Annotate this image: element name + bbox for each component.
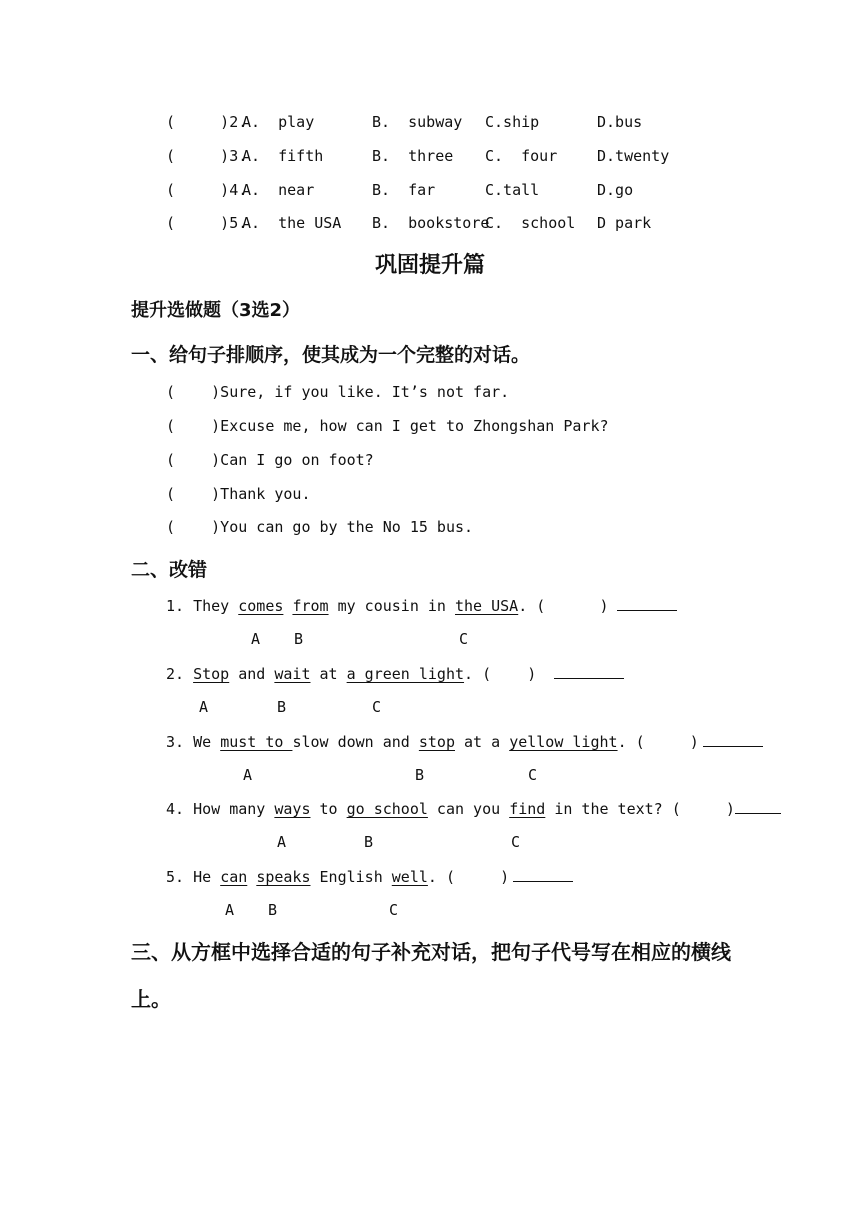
mc-option-a: A. the USA <box>242 214 342 232</box>
underlined-part-b: go school <box>346 800 428 818</box>
underlined-part-b: stop <box>418 733 455 751</box>
label-b: B <box>268 901 278 919</box>
label-a: A <box>251 630 261 648</box>
error-question-4 <box>166 799 781 819</box>
answer-blank[interactable] <box>735 799 781 814</box>
mc-option-b: B. three <box>372 147 454 165</box>
section-heading-fill: 三、从方框中选择合适的句子补充对话，把句子代号写在相应的横线 <box>131 940 731 964</box>
question-text: and <box>229 665 275 683</box>
error-question-1 <box>166 596 677 616</box>
label-c: C <box>511 833 521 851</box>
answer-paren: . ( ) <box>617 733 699 751</box>
mc-option-d: D.twenty <box>597 147 670 165</box>
underlined-part-b: speaks <box>256 868 311 886</box>
mc-option-b: B. far <box>372 181 436 199</box>
question-text <box>247 868 256 886</box>
question-text: 1. They <box>166 597 239 615</box>
underlined-part-c: find <box>509 800 546 818</box>
question-text: at a <box>455 733 510 751</box>
label-b: B <box>415 766 425 784</box>
question-text: at <box>310 665 347 683</box>
label-a: A <box>243 766 253 784</box>
error-question-2 <box>166 664 624 684</box>
mc-number: ( )4. <box>166 181 248 199</box>
underlined-part-c: a green light <box>346 665 465 683</box>
error-question-5 <box>166 867 573 887</box>
question-text: 3. We <box>166 733 221 751</box>
dialogue-item: ( )You can go by the No 15 bus. <box>166 518 474 536</box>
label-c: C <box>372 698 382 716</box>
mc-number: ( )5. <box>166 214 248 232</box>
answer-paren: . ( ) <box>518 597 609 615</box>
underlined-part-c: yellow light <box>509 733 618 751</box>
mc-option-d: D park <box>597 214 652 232</box>
dialogue-item: ( )Sure, if you like. It’s not far. <box>166 383 510 401</box>
question-text: 5. He <box>166 868 221 886</box>
answer-blank[interactable] <box>554 664 624 679</box>
dialogue-item: ( )Thank you. <box>166 485 311 503</box>
section-heading-fill-cont: 上。 <box>131 987 171 1011</box>
label-a: A <box>199 698 209 716</box>
section-heading-order: 一、给句子排顺序，使其成为一个完整的对话。 <box>131 344 531 366</box>
question-text: to <box>310 800 347 818</box>
label-c: C <box>389 901 399 919</box>
question-text: can you <box>427 800 510 818</box>
underlined-part-a: Stop <box>193 665 230 683</box>
answer-blank[interactable] <box>513 867 573 882</box>
mc-option-a: A. fifth <box>242 147 324 165</box>
label-a: A <box>277 833 287 851</box>
answer-paren: . ( ) <box>464 665 537 683</box>
underlined-part-a: must to <box>220 733 293 751</box>
question-text: my cousin in <box>328 597 455 615</box>
label-c: C <box>528 766 538 784</box>
answer-blank[interactable] <box>617 596 677 611</box>
question-text: 4. How many <box>166 800 275 818</box>
label-b: B <box>294 630 304 648</box>
mc-option-c: C. school <box>485 214 576 232</box>
question-text: English <box>310 868 392 886</box>
question-text: slow down and <box>292 733 419 751</box>
dialogue-item: ( )Can I go on foot? <box>166 451 374 469</box>
mc-option-c: C.tall <box>485 181 540 199</box>
answer-paren: . ( ) <box>427 868 510 886</box>
page-title: 巩固提升篇 <box>374 253 485 278</box>
mc-option-d: D.bus <box>597 113 643 131</box>
question-text: 2. <box>166 665 194 683</box>
mc-option-a: A. near <box>242 181 315 199</box>
underlined-part-a: can <box>220 868 248 886</box>
underlined-part-c: well <box>391 868 428 886</box>
mc-option-c: C.ship <box>485 113 540 131</box>
mc-number: ( )2. <box>166 113 248 131</box>
mc-option-b: B. bookstore <box>372 214 490 232</box>
mc-number: ( )3. <box>166 147 248 165</box>
label-b: B <box>277 698 287 716</box>
answer-blank[interactable] <box>703 736 763 747</box>
underlined-part-a: ways <box>274 800 311 818</box>
dialogue-item: ( )Excuse me, how can I get to Zhongshan Park? <box>166 417 609 435</box>
mc-option-a: A. play <box>242 113 315 131</box>
mc-option-c: C. four <box>485 147 558 165</box>
section-heading-correct: 二、改错 <box>131 559 208 581</box>
error-question-3 <box>166 732 763 752</box>
mc-option-d: D.go <box>597 181 634 199</box>
underlined-part-c: the USA <box>455 597 519 615</box>
answer-paren: in the text? ( ) <box>545 800 735 818</box>
label-b: B <box>364 833 374 851</box>
section-subtitle: 提升选做题（3选2） <box>131 300 301 321</box>
underlined-part-b: wait <box>274 665 311 683</box>
mc-option-b: B. subway <box>372 113 463 131</box>
underlined-part-b: from <box>292 597 329 615</box>
label-c: C <box>459 630 469 648</box>
label-a: A <box>225 901 235 919</box>
underlined-part-a: comes <box>238 597 284 615</box>
